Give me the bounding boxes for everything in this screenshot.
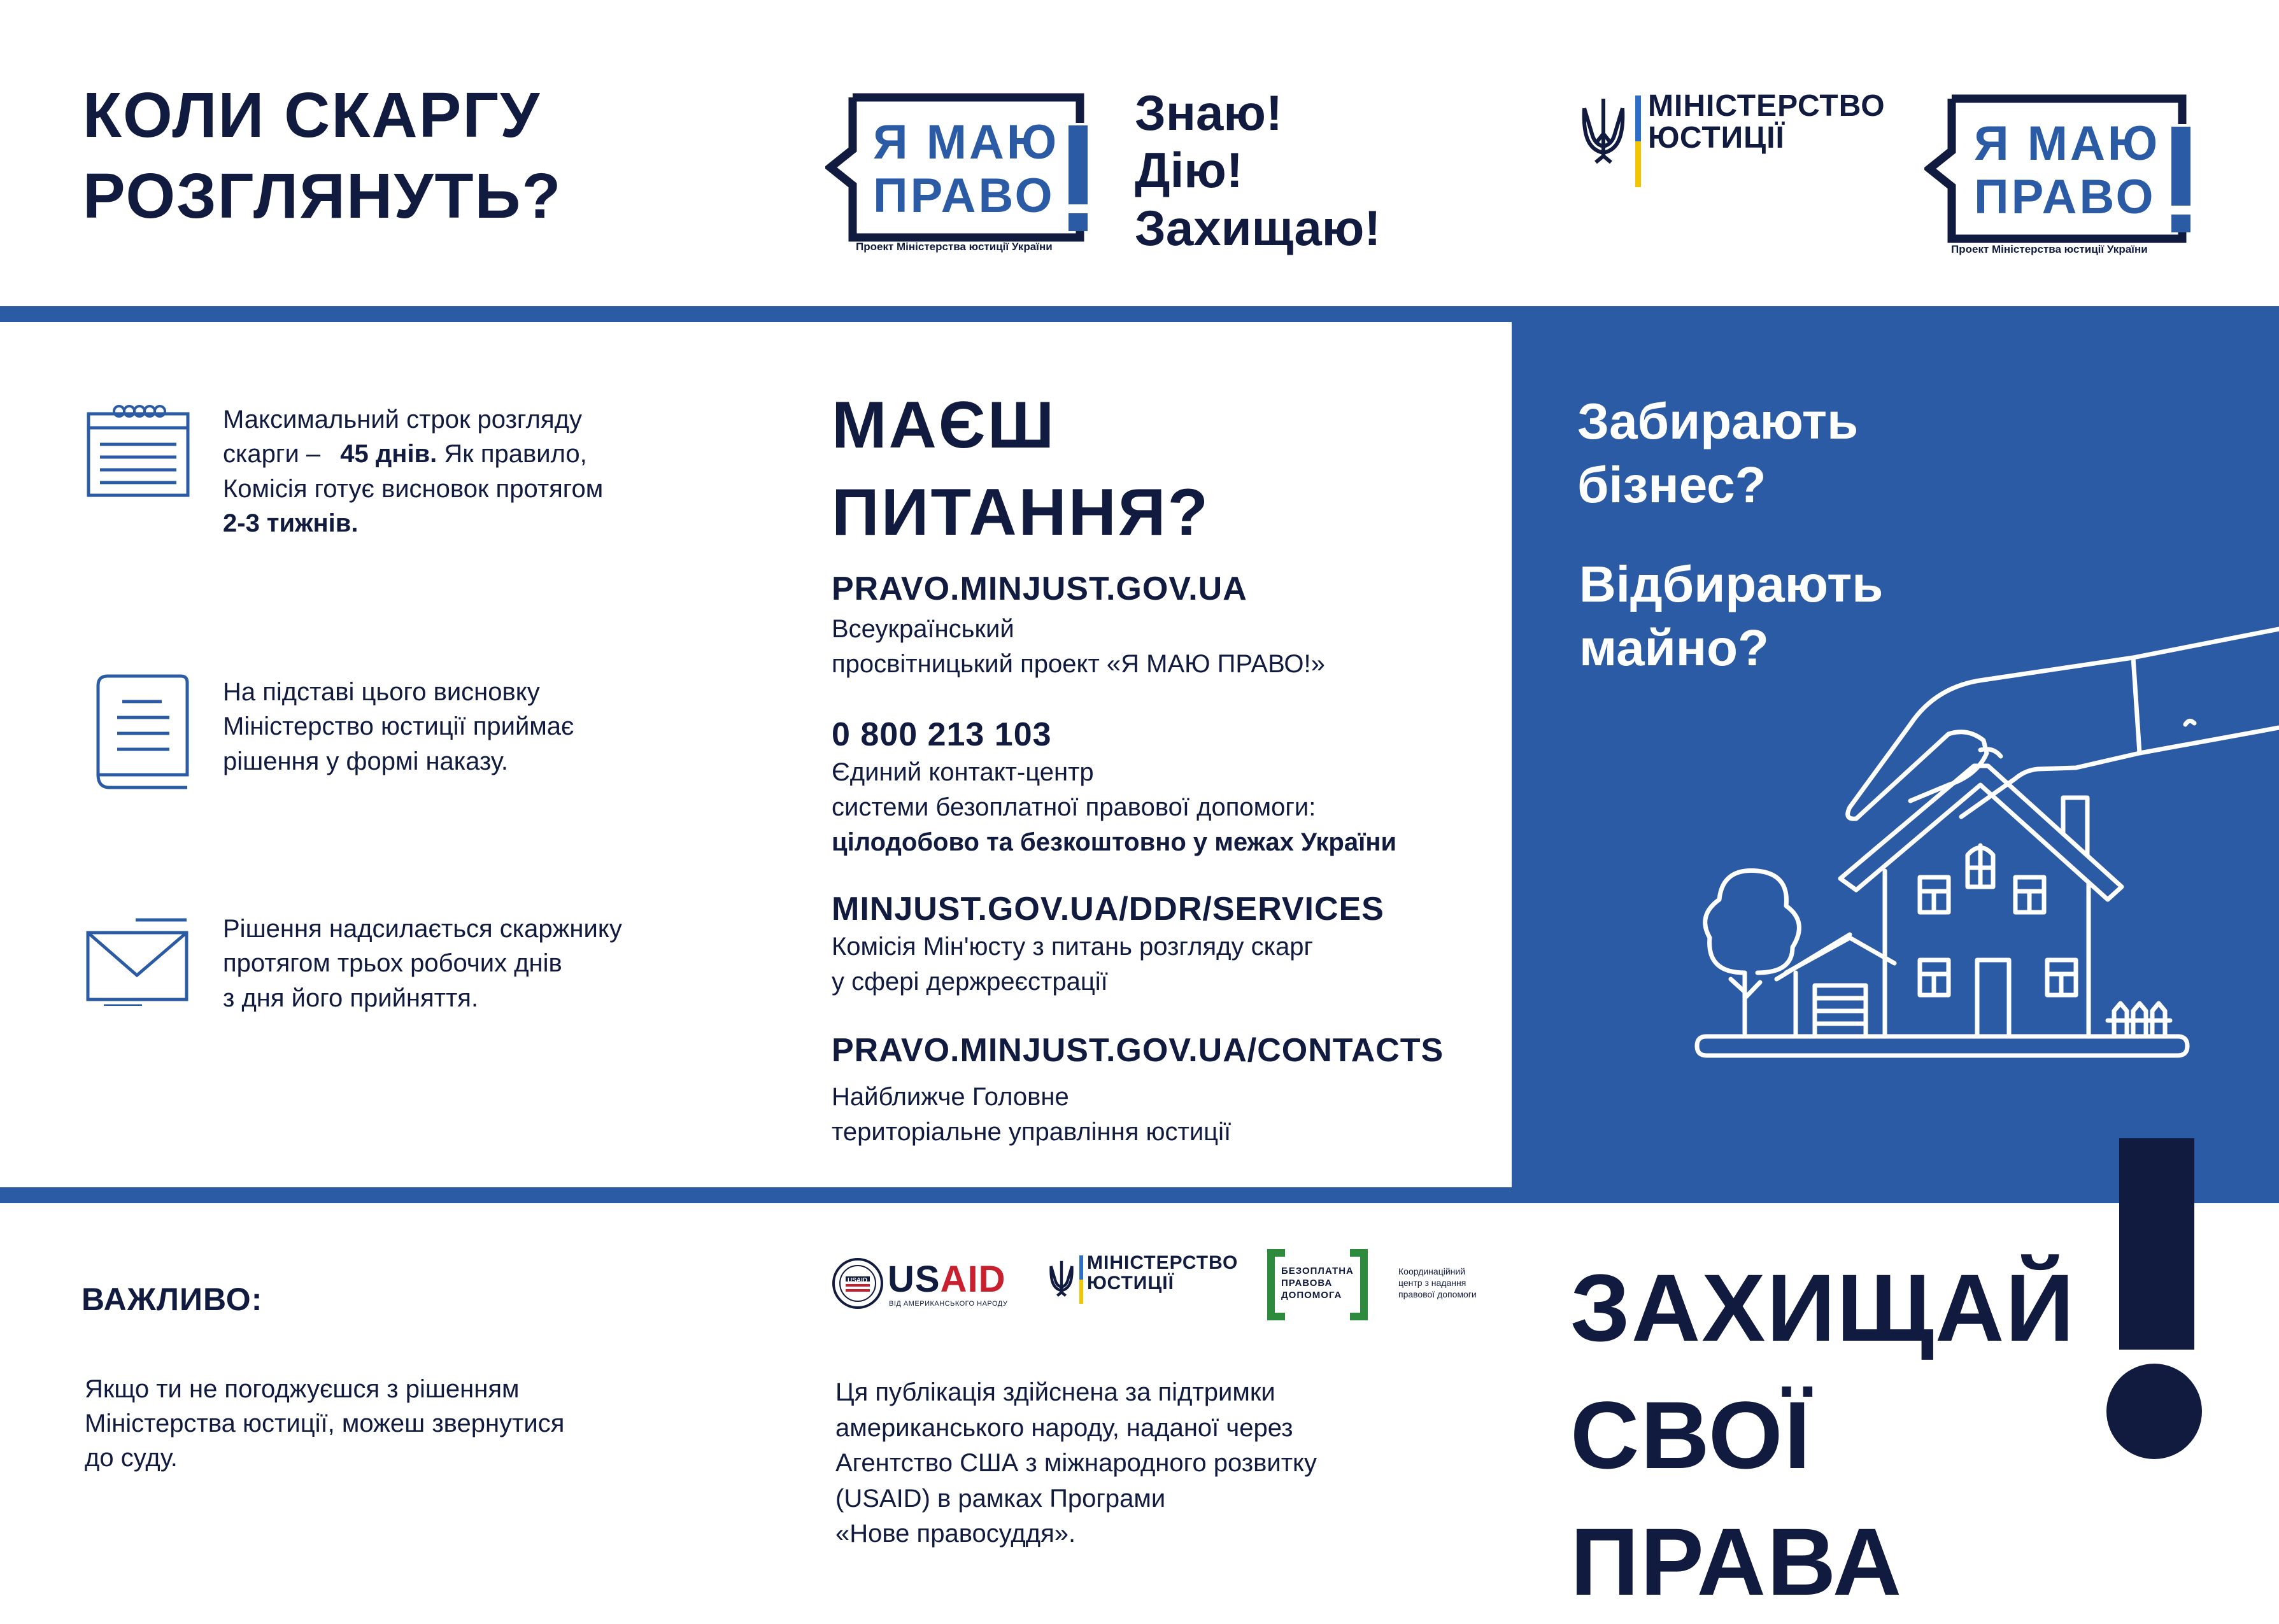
document-icon xyxy=(92,673,194,794)
questions-title-line2: ПИТАННЯ? xyxy=(832,476,1210,550)
page-title-line1: КОЛИ СКАРГУ xyxy=(83,80,541,151)
panel-question-business xyxy=(1577,390,1858,517)
usaid-subtitle: ВІД АМЕРИКАНСЬКОГО НАРОДУ xyxy=(889,1300,1008,1308)
legal-aid-line1: БЕЗОПЛАТНА xyxy=(1281,1266,1354,1276)
panel-q2-line2: майно? xyxy=(1579,619,1769,676)
slogan-line2: Дію! xyxy=(1135,142,1243,199)
info3-line1: Рішення надсилається скаржнику xyxy=(223,915,622,943)
contact-pravo-line2: просвітницький проект «Я МАЮ ПРАВО!» xyxy=(832,649,1325,678)
logo-exclamation-dot-2 xyxy=(2171,215,2190,232)
contact-phone-free: цілодобово та безкоштовно у межах України xyxy=(832,828,1397,856)
bottom-band xyxy=(0,1187,2279,1203)
contact-phone-number[interactable]: 0 800 213 103 xyxy=(832,716,1052,753)
usaid-seal-text: USAID xyxy=(848,1277,868,1284)
info1-days: 45 днів. xyxy=(340,440,437,469)
ministry-line2: ЮСТИЦІЇ xyxy=(1648,121,1785,155)
logo-exclamation-dot xyxy=(1069,213,1088,231)
legal-aid-name xyxy=(1281,1266,1354,1301)
info1-line4 xyxy=(223,506,745,540)
publication-note xyxy=(835,1375,1472,1552)
contact-phone xyxy=(832,716,1396,859)
cta-protect-rights xyxy=(1570,1245,2143,1624)
important-line1: Якщо ти не погоджуєшся з рішенням xyxy=(85,1375,520,1403)
page-title xyxy=(83,75,656,237)
info-item-deadline xyxy=(223,402,745,541)
contact-phone-line2: системи безоплатної правової допомоги: xyxy=(832,793,1316,821)
ministry-name xyxy=(1648,90,1885,155)
exclamation-mark-dot xyxy=(2106,1364,2202,1459)
logo-subtitle: Проект Міністерства юстиції України xyxy=(856,241,1053,253)
contact-pravo-line1: Всеукраїнський xyxy=(832,615,1014,643)
house-hand-illustration xyxy=(1694,616,2279,1075)
ministry-small-line1: МІНІСТЕРСТВО xyxy=(1087,1252,1239,1273)
contact-contacts-line2: територіальне управління юстиції xyxy=(832,1117,1232,1146)
contact-contacts xyxy=(832,1031,1444,1150)
ua-flag-blue-bar xyxy=(1635,95,1641,141)
trident-small-icon xyxy=(1047,1259,1076,1297)
usaid-wordmark: USAID xyxy=(888,1259,1006,1300)
publication-line3: Агентство США з міжнародного розвитку xyxy=(835,1449,1317,1478)
contact-contacts-line1: Найближче Головне xyxy=(832,1083,1069,1111)
contact-pravo-url[interactable]: PRAVO.MINJUST.GOV.UA xyxy=(832,570,1247,607)
coord-line2: центр з надання xyxy=(1398,1278,1466,1289)
panel-q2-line1: Відбирають xyxy=(1579,556,1884,612)
slogan xyxy=(1135,84,1381,257)
ua-flag-blue-small xyxy=(1079,1255,1083,1280)
legal-aid-line3: ДОПОМОГА xyxy=(1281,1289,1342,1301)
exclamation-mark-bar xyxy=(2119,1138,2194,1350)
info2-line3: рішення у формі наказу. xyxy=(223,747,508,775)
info3-line2: протягом трьох робочих днів xyxy=(223,949,562,978)
info3-line3: з дня його прийняття. xyxy=(223,984,479,1012)
publication-line5: «Нове правосуддя». xyxy=(835,1520,1076,1548)
contact-phone-line3 xyxy=(832,825,1396,860)
cta-line2: СВОЇ ПРАВА xyxy=(1570,1381,1903,1615)
page-title-line2: РОЗГЛЯНУТЬ? xyxy=(83,160,562,232)
info1-weeks: 2-3 тижнів. xyxy=(223,509,359,538)
ministry-line1: МІНІСТЕРСТВО xyxy=(1648,89,1885,123)
envelope-icon xyxy=(85,917,193,1006)
info-item-order xyxy=(223,675,745,779)
ministry-small-name xyxy=(1087,1253,1238,1293)
info2-line2: Міністерство юстиції приймає xyxy=(223,712,574,741)
important-line2: Міністерства юстиції, можеш звернутися xyxy=(85,1409,565,1437)
ua-flag-yellow-small xyxy=(1079,1280,1083,1304)
logo2-line1: Я МАЮ xyxy=(1974,117,2161,171)
ya-mayu-pravo-logo-2 xyxy=(1924,92,2204,245)
publication-line4: (USAID) в рамках Програми xyxy=(835,1484,1166,1513)
questions-title-line1: МАЄШ xyxy=(832,388,1056,462)
info1-line2-post: Як правило, xyxy=(437,440,587,469)
slogan-line1: Знаю! xyxy=(1135,85,1282,141)
logo2-line2: ПРАВО xyxy=(1974,170,2156,224)
contact-ddr-line2: у сфері держреєстрації xyxy=(832,967,1108,996)
important-line3: до суду. xyxy=(85,1444,178,1472)
coord-line3: правової допомоги xyxy=(1398,1289,1477,1300)
publication-line2: американського народу, наданої через xyxy=(835,1413,1293,1442)
publication-line1: Ця публікація здійснена за підтримки xyxy=(835,1378,1275,1406)
contact-ddr xyxy=(832,890,1384,999)
logo2-subtitle: Проект Міністерства юстиції України xyxy=(1951,243,2148,255)
calendar-icon xyxy=(86,402,191,499)
info1-line3: Комісія готує висновок протягом xyxy=(223,474,604,503)
slogan-line3: Захищаю! xyxy=(1135,199,1381,256)
info-item-notice xyxy=(223,912,745,1015)
info2-line1: На підставі цього висновку xyxy=(223,678,540,706)
coord-centre-name xyxy=(1398,1266,1477,1301)
contact-pravo xyxy=(832,570,1325,682)
ya-mayu-pravo-logo xyxy=(825,91,1105,244)
ministry-small-line2: ЮСТИЦІЇ xyxy=(1087,1272,1174,1294)
cta-line1: ЗАХИЩАЙ xyxy=(1570,1254,2076,1361)
important-text xyxy=(85,1372,721,1475)
logo-line2: ПРАВО xyxy=(873,169,1055,223)
contact-ddr-url[interactable]: MINJUST.GOV.UA/DDR/SERVICES xyxy=(832,891,1384,928)
panel-q1-line1: Забирають xyxy=(1577,393,1859,449)
trident-icon xyxy=(1578,95,1629,166)
ua-flag-yellow-bar xyxy=(1635,141,1641,187)
important-title: ВАЖЛИВО: xyxy=(82,1282,263,1317)
questions-title xyxy=(832,382,1210,557)
legal-aid-line2: ПРАВОВА xyxy=(1281,1277,1333,1289)
coord-line1: Координаційний xyxy=(1398,1266,1466,1276)
info1-line1: Максимальний строк розгляду xyxy=(223,406,582,434)
logo-line1: Я МАЮ xyxy=(873,115,1060,169)
info1-line2-pre: скарги – xyxy=(223,440,328,469)
contact-phone-line1: Єдиний контакт-центр xyxy=(832,758,1094,786)
logo-exclamation-bar xyxy=(1069,125,1088,204)
logo-exclamation-bar-2 xyxy=(2171,127,2190,206)
panel-q1-line2: бізнес? xyxy=(1577,456,1766,513)
info1-line2 xyxy=(223,437,745,471)
contact-ddr-line1: Комісія Мін'юсту з питань розгляду скарг xyxy=(832,933,1314,961)
contact-contacts-url[interactable]: PRAVO.MINJUST.GOV.UA/CONTACTS xyxy=(832,1032,1444,1069)
